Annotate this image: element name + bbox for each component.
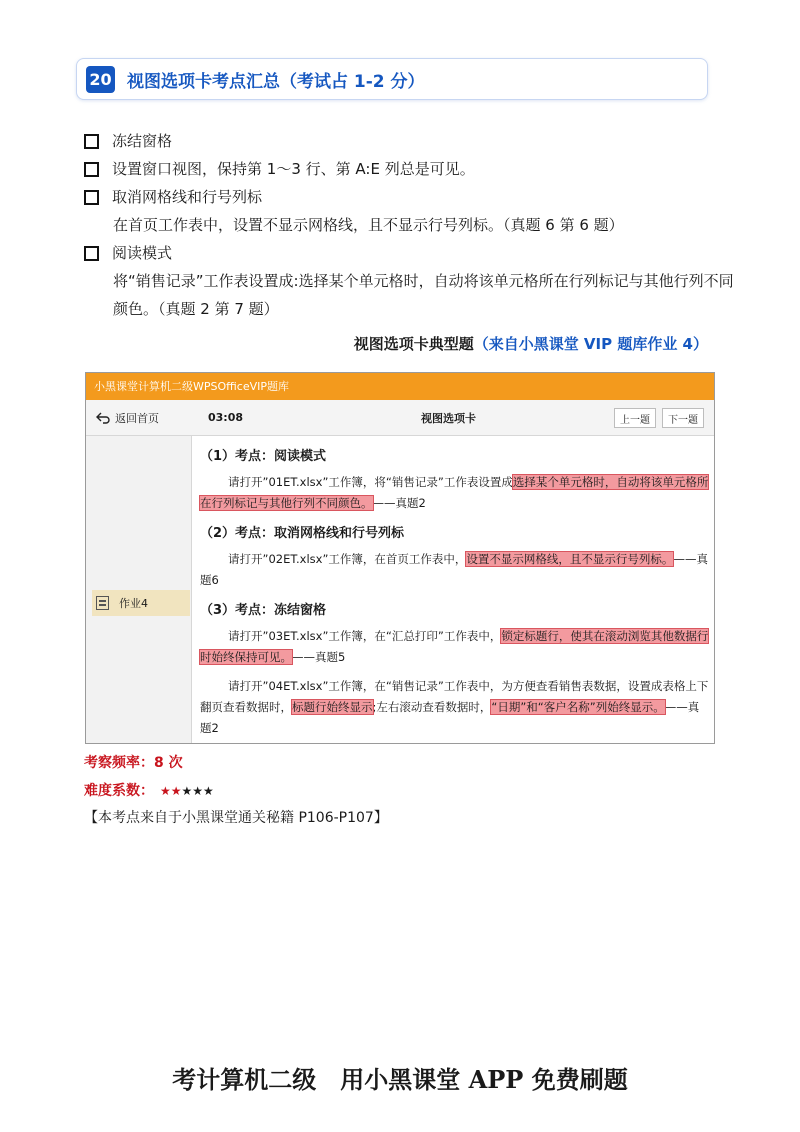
- section-title: 视图选项卡考点汇总（考试占 1-2 分）: [127, 71, 425, 92]
- question-source: ——真题2: [372, 496, 426, 510]
- black-stars: ★★★: [181, 784, 214, 798]
- sidebar-item-label: 作业4: [119, 597, 148, 610]
- prev-question-button[interactable]: 上一题: [614, 408, 656, 428]
- question-text-part: 请打开”04ET.xlsx”工作簿，在“销售记录”工作表中，为方便查看销售表数据，设置成表格上下翻页查看数据时，: [200, 679, 709, 714]
- question-text: [200, 549, 710, 591]
- app-screenshot: [85, 372, 715, 744]
- sidebar: [86, 436, 192, 743]
- question-source: ——真题5: [292, 650, 346, 664]
- list-item: [84, 239, 734, 267]
- highlight: 选择某个单元格时，自动将该单元格所在行列标记与其他行列不同颜色。: [200, 475, 709, 510]
- list-item: [84, 155, 734, 183]
- typical-prefix: 视图选项卡典型题: [353, 335, 474, 353]
- typical-source: （来自小黑课堂 VIP 题库作业 4）: [473, 335, 708, 353]
- back-home-button[interactable]: [96, 410, 159, 426]
- question-text-part: 请打开”02ET.xlsx”工作簿，在首页工作表中，: [228, 552, 467, 566]
- checkbox-icon: [84, 162, 99, 177]
- question-text-part: 请打开”03ET.xlsx”工作簿，在“汇总打印”工作表中，: [228, 629, 502, 643]
- filled-stars: ★★: [160, 784, 182, 798]
- question-text-part: 请打开”01ET.xlsx”工作簿，将“销售记录”工作表设置成: [228, 475, 513, 489]
- app-toolbar: [86, 400, 714, 436]
- back-home-label: 返回首页: [115, 411, 159, 425]
- question-heading: （3）考点：冻结窗格: [200, 603, 327, 618]
- list-item: [84, 183, 734, 211]
- highlight: 设置不显示网格线，且不显示行号列标。: [466, 552, 674, 566]
- question-text-part: ;左右滚动查看数据时，: [372, 700, 492, 714]
- question-source: ——真题2: [200, 700, 700, 735]
- page-footer: 考计算机二级 用小黑课堂 APP 免费刷题: [172, 1065, 628, 1094]
- list-item-label: 设置窗口视图，保持第 1～3 行、第 A:E 列总是可见。: [112, 160, 475, 178]
- list-item-detail: 将“销售记录”工作表设置成:选择某个单元格时，自动将该单元格所在行列标记与其他行列不同颜色。（真题 2 第 7 题）: [113, 272, 734, 318]
- question-text: [200, 472, 710, 514]
- question-source: ——真题6: [200, 552, 708, 587]
- difficulty-rating: [84, 780, 214, 800]
- question-content: [200, 441, 710, 747]
- question-text: [200, 626, 710, 668]
- list-item: [84, 127, 734, 155]
- question-heading: （2）考点：取消网格线和行号列标: [200, 526, 405, 541]
- source-note: 【本考点来自于小黑课堂通关秘籍 P106-P107】: [84, 810, 388, 826]
- exam-frequency: [84, 752, 183, 772]
- section-number: 20: [86, 66, 115, 93]
- checkbox-icon: [84, 134, 99, 149]
- timer: 03:08: [208, 411, 244, 424]
- list-item-label: 阅读模式: [112, 244, 173, 262]
- sidebar-item-homework4[interactable]: [92, 590, 190, 616]
- back-arrow-icon: [96, 412, 110, 424]
- checkbox-icon: [84, 190, 99, 205]
- document-icon: [96, 596, 109, 610]
- typical-question-heading: [354, 333, 708, 354]
- question-text: [200, 676, 710, 739]
- section-header: [76, 58, 708, 100]
- list-item-label: 取消网格线和行号列标: [112, 188, 263, 206]
- tab-title: 视图选项卡: [421, 411, 476, 425]
- highlight: “日期”和“客户名称”列始终显示。: [491, 700, 665, 714]
- checkbox-icon: [84, 246, 99, 261]
- highlight: 锁定标题行，使其在滚动浏览其他数据行时始终保持可见。: [200, 629, 709, 664]
- app-title: 小黑课堂计算机二级WPSOfficeVIP题库: [86, 373, 714, 400]
- highlight: 标题行始终显示: [292, 700, 373, 714]
- list-item-detail: 在首页工作表中，设置不显示网格线，且不显示行号列标。（真题 6 第 6 题）: [113, 216, 624, 234]
- question-heading: （1）考点：阅读模式: [200, 449, 327, 464]
- star-rating: [160, 784, 214, 798]
- next-question-button[interactable]: 下一题: [662, 408, 704, 428]
- frequency-label: 考察频率：: [84, 755, 154, 771]
- frequency-value: 8 次: [154, 755, 183, 771]
- topic-list: [84, 127, 734, 323]
- difficulty-label: 难度系数：: [84, 783, 154, 799]
- list-item-label: 冻结窗格: [112, 132, 173, 150]
